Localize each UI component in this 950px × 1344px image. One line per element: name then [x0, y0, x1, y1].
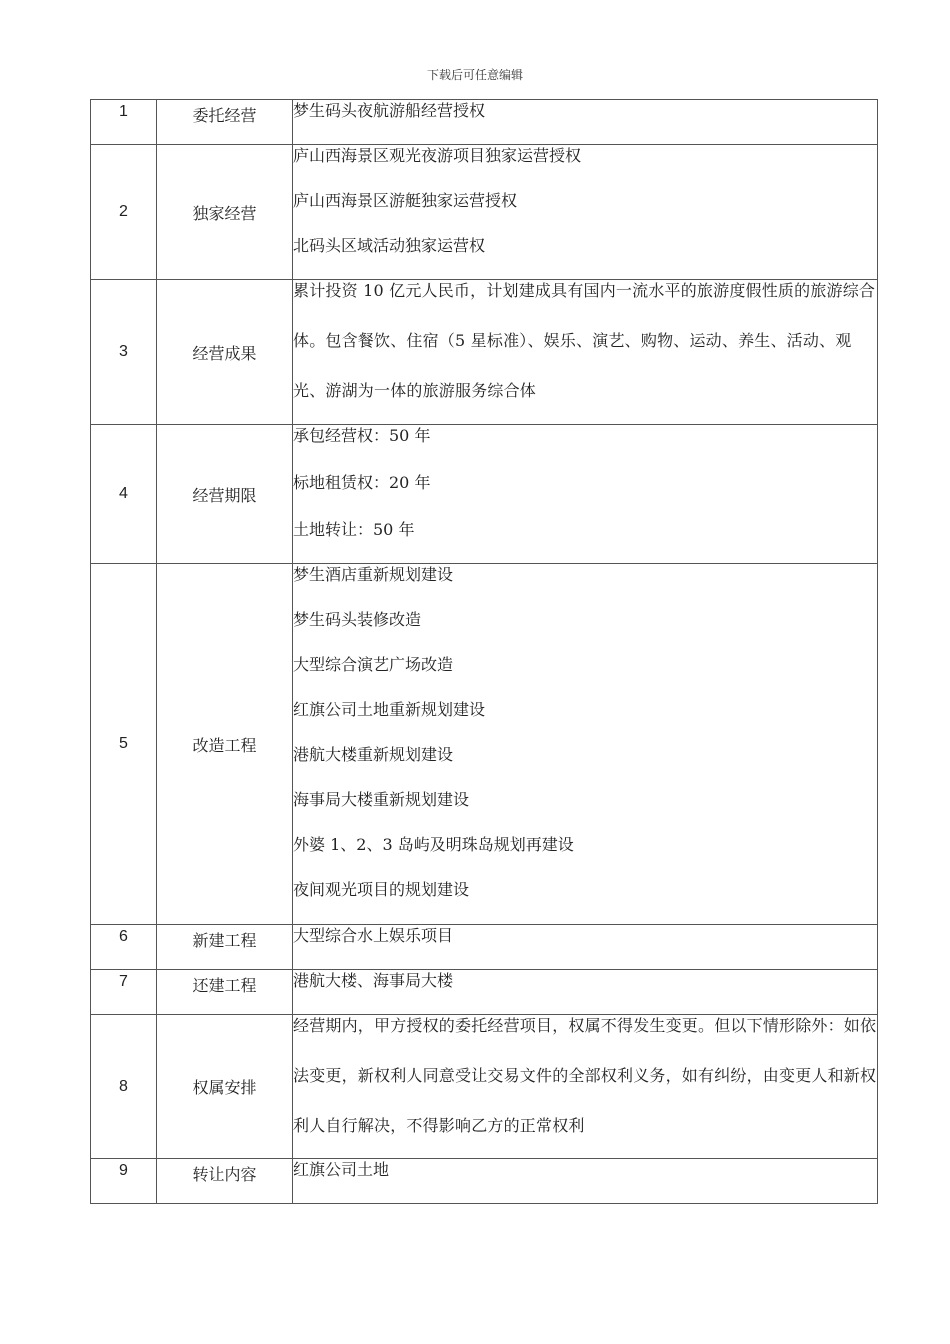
row-category: 经营成果 — [157, 280, 293, 425]
row-number: 9 — [91, 1159, 157, 1204]
content-line: 梦生码头装修改造 — [293, 610, 422, 629]
content-line: 红旗公司土地重新规划建设 — [293, 700, 486, 719]
content-line: 土地转让：50 年 — [293, 520, 415, 539]
row-content — [293, 280, 878, 425]
document-table — [90, 99, 878, 1204]
row-content — [293, 564, 878, 925]
row-category: 委托经营 — [157, 100, 293, 145]
table-row — [91, 425, 878, 564]
content-line: 标地租赁权：20 年 — [293, 473, 431, 492]
row-number: 1 — [91, 100, 157, 145]
table-row — [91, 1159, 878, 1204]
page-header: 下载后可任意编辑 — [426, 68, 523, 82]
table-row — [91, 564, 878, 925]
content-line: 梦生码头夜航游船经营授权 — [293, 101, 486, 120]
row-number: 8 — [91, 1015, 157, 1159]
row-category: 经营期限 — [157, 425, 293, 564]
row-content — [293, 100, 878, 145]
row-category: 转让内容 — [157, 1159, 293, 1204]
table-row — [91, 100, 878, 145]
content-line: 港航大楼、海事局大楼 — [293, 971, 454, 990]
content-line: 外婆 1、2、3 岛屿及明珠岛规划再建设 — [293, 835, 574, 854]
row-content — [293, 1015, 878, 1159]
row-content — [293, 925, 878, 970]
content-line: 北码头区域活动独家运营权 — [293, 236, 486, 255]
content-paragraph: 累计投资 10 亿元人民币，计划建成具有国内一流水平的旅游度假性质的旅游综合体。包含餐饮、住宿（5 星标准）、娱乐、演艺、购物、运动、养生、活动、观光、游湖为一体的旅游服务综合体 — [293, 281, 876, 400]
content-line: 庐山西海景区游艇独家运营授权 — [293, 191, 518, 210]
content-line: 大型综合水上娱乐项目 — [293, 926, 454, 945]
content-line: 港航大楼重新规划建设 — [293, 745, 454, 764]
content-line: 梦生酒店重新规划建设 — [293, 565, 454, 584]
row-category: 还建工程 — [157, 970, 293, 1015]
content-line: 承包经营权：50 年 — [293, 426, 431, 445]
row-number: 6 — [91, 925, 157, 970]
row-number: 2 — [91, 145, 157, 280]
content-line: 大型综合演艺广场改造 — [293, 655, 454, 674]
table-row — [91, 925, 878, 970]
row-number: 4 — [91, 425, 157, 564]
row-number: 3 — [91, 280, 157, 425]
row-category: 新建工程 — [157, 925, 293, 970]
content-line: 红旗公司土地 — [293, 1160, 390, 1179]
row-category: 改造工程 — [157, 564, 293, 925]
content-line: 夜间观光项目的规划建设 — [293, 880, 470, 899]
row-content — [293, 425, 878, 564]
row-content — [293, 145, 878, 280]
content-line: 海事局大楼重新规划建设 — [293, 790, 470, 809]
row-category: 独家经营 — [157, 145, 293, 280]
row-number: 5 — [91, 564, 157, 925]
table-row — [91, 145, 878, 280]
row-number: 7 — [91, 970, 157, 1015]
content-paragraph: 经营期内，甲方授权的委托经营项目，权属不得发生变更。但以下情形除外：如依法变更，新权利人同意受让交易文件的全部权利义务，如有纠纷，由变更人和新权利人自行解决，不得影响乙方的正常权利 — [293, 1016, 877, 1135]
row-category: 权属安排 — [157, 1015, 293, 1159]
table-row — [91, 1015, 878, 1159]
table-row — [91, 280, 878, 425]
row-content — [293, 1159, 878, 1204]
content-line: 庐山西海景区观光夜游项目独家运营授权 — [293, 146, 582, 165]
